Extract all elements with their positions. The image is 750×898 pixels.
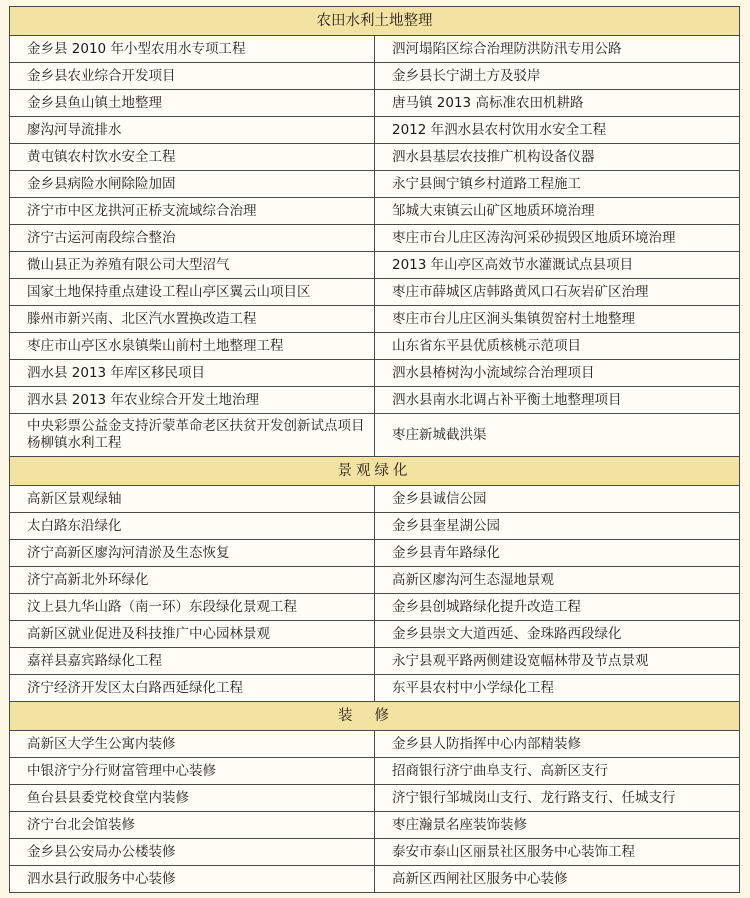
project-left-cell: 黄屯镇农村饮水安全工程 <box>10 144 375 171</box>
table-row <box>10 594 740 621</box>
project-left-cell: 泗水县 2013 年农业综合开发土地治理 <box>10 387 375 414</box>
project-right-cell: 高新区西闸社区服务中心装修 <box>375 866 740 893</box>
project-right-cell: 高新区廖沟河生态湿地景观 <box>375 567 740 594</box>
project-left-cell: 金乡县病险水闸除险加固 <box>10 171 375 198</box>
project-right-cell: 2012 年泗水县农村饮用水安全工程 <box>375 117 740 144</box>
section-title: 装修 <box>10 702 740 731</box>
project-left-cell: 济宁市中区龙拱河正桥支流域综合治理 <box>10 198 375 225</box>
table-row <box>10 866 740 893</box>
project-left-cell: 国家土地保持重点建设工程山亭区翼云山项目区 <box>10 279 375 306</box>
project-table <box>9 6 740 893</box>
project-right-cell: 金乡县诚信公园 <box>375 486 740 513</box>
table-row <box>10 839 740 866</box>
table-row <box>10 567 740 594</box>
project-right-cell: 邹城大束镇云山矿区地质环境治理 <box>375 198 740 225</box>
project-left-cell: 济宁高新区廖沟河清淤及生态恢复 <box>10 540 375 567</box>
project-right-cell: 金乡县人防指挥中心内部精装修 <box>375 731 740 758</box>
project-right-cell: 枣庄市薛城区店韩路黄风口石灰岩矿区治理 <box>375 279 740 306</box>
project-right-cell: 金乡县崇文大道西延、金珠路西段绿化 <box>375 621 740 648</box>
table-row <box>10 785 740 812</box>
project-left-cell: 金乡县农业综合开发项目 <box>10 63 375 90</box>
project-left-cell: 嘉祥县嘉宾路绿化工程 <box>10 648 375 675</box>
project-left-cell: 中央彩票公益金支持沂蒙革命老区扶贫开发创新试点项目杨柳镇水利工程 <box>10 414 375 457</box>
project-left-cell: 太白路东沿绿化 <box>10 513 375 540</box>
project-left-cell: 济宁高新北外环绿化 <box>10 567 375 594</box>
table-row <box>10 144 740 171</box>
project-right-cell: 金乡县长宁湖土方及驳岸 <box>375 63 740 90</box>
project-left-cell: 枣庄市山亭区水泉镇柴山前村土地整理工程 <box>10 333 375 360</box>
table-row <box>10 675 740 702</box>
project-left-cell: 中银济宁分行财富管理中心装修 <box>10 758 375 785</box>
project-right-cell: 2013 年山亭区高效节水灌溉试点县项目 <box>375 252 740 279</box>
table-row <box>10 621 740 648</box>
project-left-cell: 微山县正为养殖有限公司大型沼气 <box>10 252 375 279</box>
section-header <box>10 702 740 731</box>
table-row <box>10 486 740 513</box>
project-right-cell: 山东省东平县优质核桃示范项目 <box>375 333 740 360</box>
project-list <box>9 6 740 893</box>
project-right-cell: 枣庄新城截洪渠 <box>375 414 740 457</box>
project-right-cell: 永宁县观平路两侧建设宽幅林带及节点景观 <box>375 648 740 675</box>
section-title: 农田水利土地整理 <box>10 7 740 36</box>
project-left-cell: 廖沟河导流排水 <box>10 117 375 144</box>
table-row <box>10 306 740 333</box>
project-left-cell: 滕州市新兴南、北区汽水置换改造工程 <box>10 306 375 333</box>
table-row <box>10 513 740 540</box>
project-right-cell: 招商银行济宁曲阜支行、高新区支行 <box>375 758 740 785</box>
project-right-cell: 枣庄市台儿庄区涛沟河采砂损毁区地质环境治理 <box>375 225 740 252</box>
project-right-cell: 泗河塌陷区综合治理防洪防汛专用公路 <box>375 36 740 63</box>
table-row <box>10 225 740 252</box>
project-left-cell: 泗水县 2013 年库区移民项目 <box>10 360 375 387</box>
section-title: 景观绿化 <box>10 457 740 486</box>
project-left-cell: 高新区景观绿轴 <box>10 486 375 513</box>
project-right-cell: 金乡县奎星湖公园 <box>375 513 740 540</box>
project-left-cell: 泗水县行政服务中心装修 <box>10 866 375 893</box>
section-header <box>10 7 740 36</box>
table-row <box>10 414 740 457</box>
project-left-cell: 鱼台县县委党校食堂内装修 <box>10 785 375 812</box>
project-right-cell: 枣庄市台儿庄区涧头集镇贺窑村土地整理 <box>375 306 740 333</box>
project-right-cell: 枣庄瀚景名座装饰装修 <box>375 812 740 839</box>
table-row <box>10 117 740 144</box>
table-row <box>10 333 740 360</box>
project-right-cell: 泗水县南水北调占补平衡土地整理项目 <box>375 387 740 414</box>
project-right-cell: 金乡县创城路绿化提升改造工程 <box>375 594 740 621</box>
table-row <box>10 36 740 63</box>
project-right-cell: 唐马镇 2013 高标准农田机耕路 <box>375 90 740 117</box>
project-right-cell: 泰安市泰山区丽景社区服务中心装饰工程 <box>375 839 740 866</box>
project-left-cell: 济宁台北会馆装修 <box>10 812 375 839</box>
table-row <box>10 360 740 387</box>
table-row <box>10 279 740 306</box>
table-row <box>10 648 740 675</box>
project-right-cell: 泗水县椿树沟小流域综合治理项目 <box>375 360 740 387</box>
project-left-cell: 高新区大学生公寓内装修 <box>10 731 375 758</box>
table-row <box>10 252 740 279</box>
project-left-cell: 汶上县九华山路（南一环）东段绿化景观工程 <box>10 594 375 621</box>
project-left-cell: 高新区就业促进及科技推广中心园林景观 <box>10 621 375 648</box>
project-right-cell: 泗水县基层农技推广机构设备仪器 <box>375 144 740 171</box>
table-row <box>10 198 740 225</box>
table-row <box>10 90 740 117</box>
project-right-cell: 东平县农村中小学绿化工程 <box>375 675 740 702</box>
project-left-cell: 金乡县 2010 年小型农用水专项工程 <box>10 36 375 63</box>
section-header <box>10 457 740 486</box>
project-left-cell: 金乡县公安局办公楼装修 <box>10 839 375 866</box>
table-row <box>10 731 740 758</box>
table-row <box>10 387 740 414</box>
table-row <box>10 540 740 567</box>
table-row <box>10 758 740 785</box>
project-left-cell: 济宁经济开发区太白路西延绿化工程 <box>10 675 375 702</box>
table-row <box>10 812 740 839</box>
project-right-cell: 金乡县青年路绿化 <box>375 540 740 567</box>
table-row <box>10 171 740 198</box>
project-left-cell: 济宁古运河南段综合整治 <box>10 225 375 252</box>
project-left-cell: 金乡县鱼山镇土地整理 <box>10 90 375 117</box>
project-right-cell: 永宁县闽宁镇乡村道路工程施工 <box>375 171 740 198</box>
table-row <box>10 63 740 90</box>
project-right-cell: 济宁银行邹城岗山支行、龙行路支行、任城支行 <box>375 785 740 812</box>
